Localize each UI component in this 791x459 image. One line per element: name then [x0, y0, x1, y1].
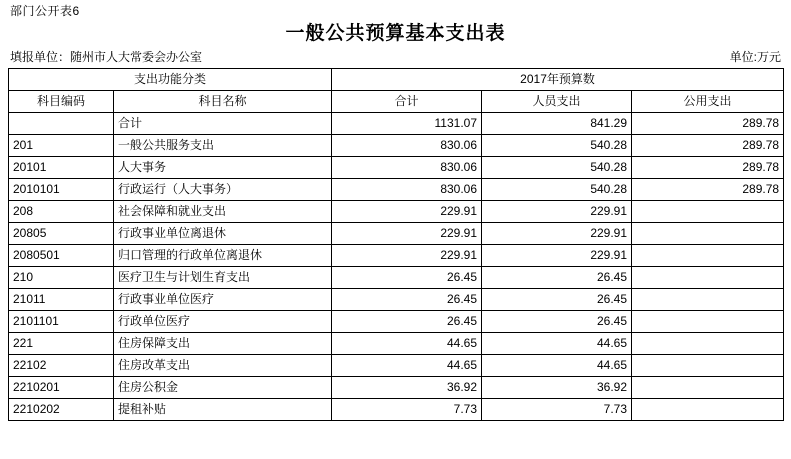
cell-code: 208: [9, 201, 114, 223]
cell-person-expenditure: 540.28: [482, 135, 632, 157]
cell-person-expenditure: 26.45: [482, 289, 632, 311]
cell-name: 归口管理的行政单位离退休: [114, 245, 332, 267]
cell-person-expenditure: 229.91: [482, 245, 632, 267]
cell-public-expenditure: 289.78: [632, 157, 784, 179]
form-label: 部门公开表6: [10, 4, 80, 18]
table-row: [9, 267, 784, 289]
cell-code: 201: [9, 135, 114, 157]
table-row: [9, 399, 784, 421]
cell-name: 提租补贴: [114, 399, 332, 421]
cell-person-expenditure: 26.45: [482, 267, 632, 289]
cell-code: 22102: [9, 355, 114, 377]
column-header-total: 合计: [332, 91, 482, 113]
cell-total: 229.91: [332, 201, 482, 223]
cell-code: 21011: [9, 289, 114, 311]
column-header-public: 公用支出: [632, 91, 784, 113]
cell-name: 行政事业单位医疗: [114, 289, 332, 311]
group-header-function: 支出功能分类: [9, 69, 332, 91]
cell-person-expenditure: 540.28: [482, 157, 632, 179]
column-header-code: 科目编码: [9, 91, 114, 113]
cell-code: 20101: [9, 157, 114, 179]
cell-total: 229.91: [332, 245, 482, 267]
cell-name: 住房保障支出: [114, 333, 332, 355]
cell-public-expenditure: 289.78: [632, 135, 784, 157]
cell-name: 社会保障和就业支出: [114, 201, 332, 223]
cell-public-expenditure: [632, 223, 784, 245]
table-row: [9, 355, 784, 377]
cell-person-expenditure: 841.29: [482, 113, 632, 135]
cell-code: 2210201: [9, 377, 114, 399]
cell-person-expenditure: 44.65: [482, 333, 632, 355]
cell-code: 210: [9, 267, 114, 289]
cell-total: 830.06: [332, 135, 482, 157]
cell-public-expenditure: [632, 377, 784, 399]
cell-public-expenditure: [632, 201, 784, 223]
cell-public-expenditure: 289.78: [632, 179, 784, 201]
cell-person-expenditure: 36.92: [482, 377, 632, 399]
cell-name: 行政运行（人大事务）: [114, 179, 332, 201]
cell-name: 合计: [114, 113, 332, 135]
unit-note: 单位:万元: [729, 50, 781, 64]
cell-person-expenditure: 44.65: [482, 355, 632, 377]
table-head: [9, 69, 784, 113]
column-header-person: 人员支出: [482, 91, 632, 113]
cell-public-expenditure: [632, 355, 784, 377]
table-row: [9, 179, 784, 201]
table-row: [9, 201, 784, 223]
cell-name: 住房公积金: [114, 377, 332, 399]
table-row: [9, 245, 784, 267]
cell-name: 住房改革支出: [114, 355, 332, 377]
table-row: [9, 311, 784, 333]
cell-total: 7.73: [332, 399, 482, 421]
table-row: [9, 113, 784, 135]
cell-name: 人大事务: [114, 157, 332, 179]
cell-public-expenditure: [632, 267, 784, 289]
cell-name: 一般公共服务支出: [114, 135, 332, 157]
cell-person-expenditure: 540.28: [482, 179, 632, 201]
cell-person-expenditure: 229.91: [482, 201, 632, 223]
table-row: [9, 157, 784, 179]
cell-public-expenditure: [632, 289, 784, 311]
cell-total: 229.91: [332, 223, 482, 245]
cell-total: 26.45: [332, 311, 482, 333]
cell-total: 830.06: [332, 157, 482, 179]
cell-public-expenditure: [632, 311, 784, 333]
group-header-budget-year: 2017年预算数: [332, 69, 784, 91]
cell-code: 2080501: [9, 245, 114, 267]
cell-code: 2010101: [9, 179, 114, 201]
cell-public-expenditure: [632, 245, 784, 267]
cell-total: 44.65: [332, 355, 482, 377]
cell-total: 36.92: [332, 377, 482, 399]
cell-name: 医疗卫生与计划生育支出: [114, 267, 332, 289]
cell-name: 行政单位医疗: [114, 311, 332, 333]
reporting-unit: 填报单位：随州市人大常委会办公室: [10, 50, 203, 64]
cell-code: 2210202: [9, 399, 114, 421]
budget-table: [8, 68, 784, 421]
subheader: [8, 48, 783, 66]
cell-code: 2101101: [9, 311, 114, 333]
table-column-header-row: [9, 91, 784, 113]
cell-name: 行政事业单位离退休: [114, 223, 332, 245]
page-title: 一般公共预算基本支出表: [285, 23, 506, 44]
cell-code: 221: [9, 333, 114, 355]
cell-public-expenditure: [632, 399, 784, 421]
cell-code: 20805: [9, 223, 114, 245]
table-row: [9, 333, 784, 355]
cell-code: [9, 113, 114, 135]
table-row: [9, 377, 784, 399]
cell-total: 26.45: [332, 267, 482, 289]
cell-total: 830.06: [332, 179, 482, 201]
table-group-header-row: [9, 69, 784, 91]
cell-person-expenditure: 26.45: [482, 311, 632, 333]
cell-total: 1131.07: [332, 113, 482, 135]
table-row: [9, 223, 784, 245]
cell-public-expenditure: [632, 333, 784, 355]
cell-total: 26.45: [332, 289, 482, 311]
cell-person-expenditure: 7.73: [482, 399, 632, 421]
cell-person-expenditure: 229.91: [482, 223, 632, 245]
cell-public-expenditure: 289.78: [632, 113, 784, 135]
table-row: [9, 135, 784, 157]
column-header-name: 科目名称: [114, 91, 332, 113]
table-row: [9, 289, 784, 311]
cell-total: 44.65: [332, 333, 482, 355]
table-body: [9, 113, 784, 421]
